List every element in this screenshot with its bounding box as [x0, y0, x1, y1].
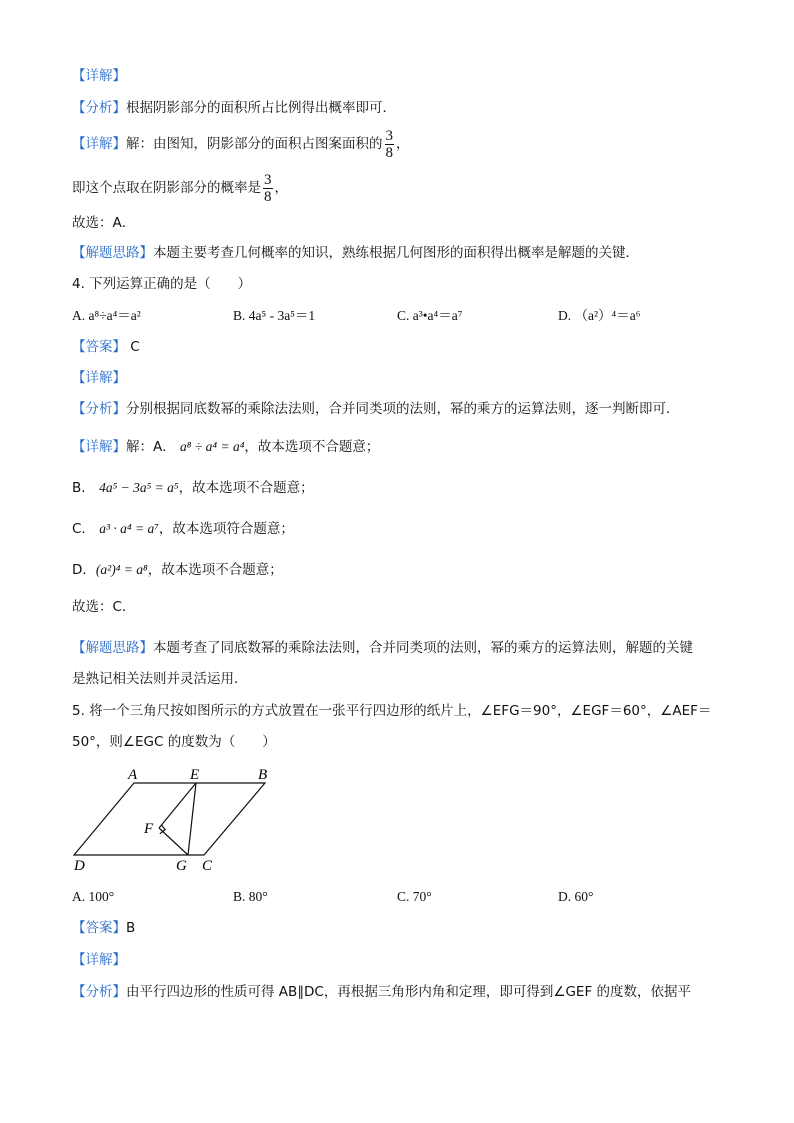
segment-ef: [159, 783, 196, 828]
label-d: D: [74, 858, 85, 874]
label-c: C: [202, 858, 213, 874]
q3-probability-line: 即这个点取在阴影部分的概率是 $\frac{3}{8}$ ，: [72, 172, 288, 205]
q4-answer: 【答案】 C: [72, 339, 140, 355]
q4-choose: 故选：C．: [72, 599, 136, 615]
q4-solution-c: C． a³ · a⁴ = a⁷，故本选项符合题意；: [72, 521, 294, 537]
label-f: F: [144, 821, 154, 837]
q4-thought-line1: 【解题思路】本题考查了同底数幂的乘除法法则，合并同类项的法则，幂的乘方的运算法则，解题的关键: [72, 640, 693, 656]
label-g: G: [176, 858, 187, 874]
fraction-3-8-second: $\frac{3}{8}$: [264, 172, 272, 205]
parallelogram-abcd: [74, 783, 265, 855]
q4-solution-b: B． 4a⁵ − 3a⁵ = a⁵，故本选项不合题意；: [72, 480, 314, 496]
q4-solution-d: D．(a²)⁴ = a⁸，故本选项不合题意；: [72, 562, 283, 578]
segment-eg: [188, 783, 196, 855]
q5-option-a: A. 100°: [72, 889, 115, 904]
q4-detail-heading: 【详解】: [72, 370, 126, 386]
detail-heading: 【详解】: [72, 68, 126, 84]
q5-detail-heading: 【详解】: [72, 952, 126, 968]
q5-option-d: D. 60°: [558, 889, 594, 904]
q5-answer: 【答案】B: [72, 920, 136, 936]
q4-solution-a: 【详解】解：A． a⁸ ÷ a⁴ = a⁴，故本选项不合题意；: [72, 439, 380, 455]
parallelogram-figure: [72, 762, 282, 874]
q3-choose: 故选：A．: [72, 215, 136, 231]
q4-option-b: B. 4a⁵ - 3a⁵＝1: [233, 308, 316, 323]
q3-analysis: 【分析】根据阴影部分的面积所占比例得出概率即可．: [72, 100, 396, 116]
q5-stem-line1: 5. 将一个三角尺按如图所示的方式放置在一张平行四边形的纸片上，∠EFG＝90°，∠EGF＝60°，∠AEF＝: [72, 703, 712, 719]
q4-option-a: A. a⁸÷a⁴＝a²: [72, 308, 141, 323]
q3-thought: 【解题思路】本题主要考查几何概率的知识，熟练根据几何图形的面积得出概率是解题的关键．: [72, 245, 639, 261]
q5-option-b: B. 80°: [233, 889, 268, 904]
q4-stem: 4. 下列运算正确的是（ ）: [72, 276, 252, 292]
q4-option-c: C. a³•a⁴＝a⁷: [397, 308, 463, 323]
q5-stem-line2: 50°，则∠EGC 的度数为（ ）: [72, 734, 276, 750]
q4-thought-line2: 是熟记相关法则并灵活运用．: [72, 671, 248, 687]
q5-option-c: C. 70°: [397, 889, 432, 904]
label-a: A: [128, 767, 138, 783]
segment-fg: [159, 828, 188, 855]
fraction-3-8: $\frac{3}{8}$: [385, 128, 393, 161]
q5-analysis: 【分析】由平行四边形的性质可得 AB∥DC，再根据三角形内角和定理，即可得到∠GEF 的度数，依据平: [72, 984, 692, 1000]
q4-option-d: D. （a²）⁴＝a⁶: [558, 308, 641, 323]
label-b: B: [258, 767, 268, 783]
q3-solution: 【详解】解：由图知，阴影部分的面积占图案面积的 $\frac{3}{8}$ ，: [72, 128, 410, 161]
label-e: E: [190, 767, 200, 783]
q4-analysis: 【分析】分别根据同底数幂的乘除法法则，合并同类项的法则，幂的乘方的运算法则，逐一判断即可．: [72, 401, 680, 417]
